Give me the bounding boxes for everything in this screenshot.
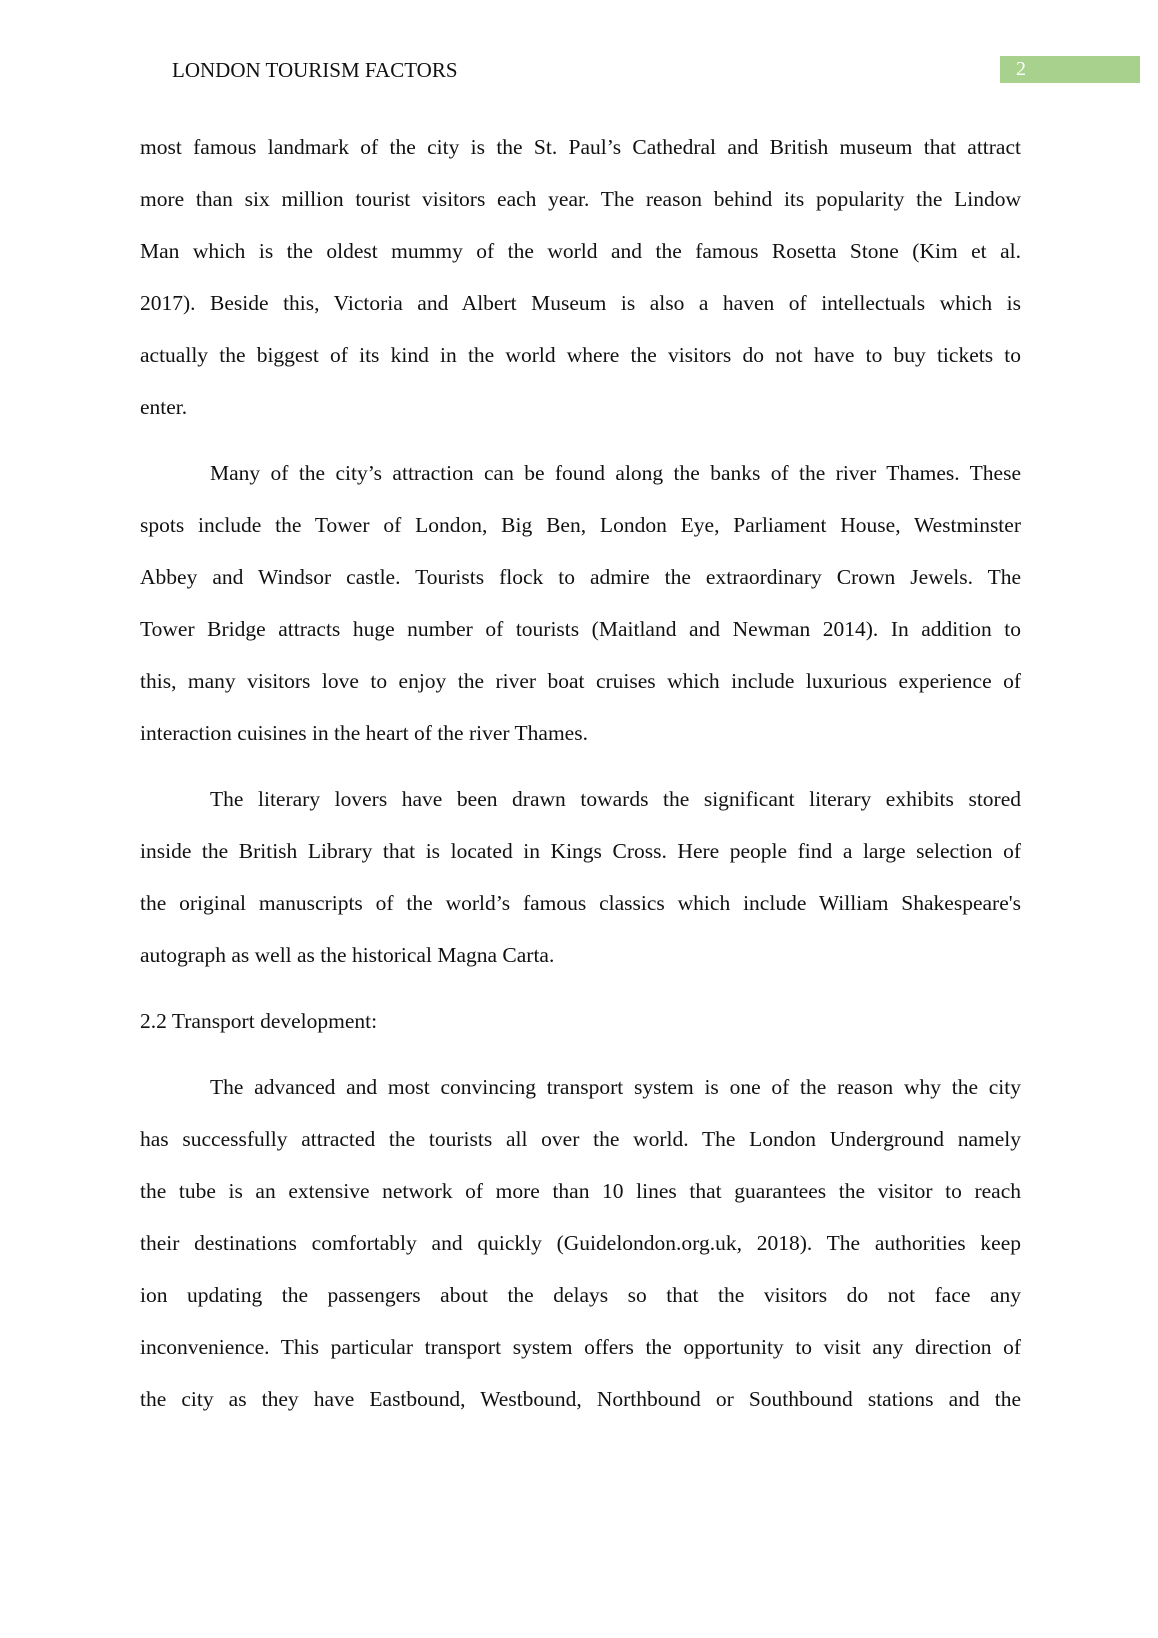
text-line: 2017). Beside this, Victoria and Albert Museum is also a haven of intellectuals which is bbox=[140, 291, 1021, 315]
text-line: most famous landmark of the city is the St. Paul’s Cathedral and British museum that attract bbox=[140, 135, 1021, 159]
running-header: LONDON TOURISM FACTORS bbox=[172, 58, 458, 82]
section-heading bbox=[140, 995, 1021, 1047]
text-line: Abbey and Windsor castle. Tourists flock to admire the extraordinary Crown Jewels. The bbox=[140, 565, 1021, 589]
text-line: Tower Bridge attracts huge number of tourists (Maitland and Newman 2014). In addition to bbox=[140, 617, 1021, 641]
text-line: The advanced and most convincing transport system is one of the reason why the city bbox=[210, 1075, 1021, 1099]
text-line: the city as they have Eastbound, Westbound, Northbound or Southbound stations and the bbox=[140, 1387, 1021, 1411]
page-number-badge: 2 bbox=[1000, 56, 1140, 83]
text-line: actually the biggest of its kind in the world where the visitors do not have to buy tickets to bbox=[140, 343, 1021, 367]
text-line: ion updating the passengers about the delays so that the visitors do not face any bbox=[140, 1283, 1021, 1307]
text-line: more than six million tourist visitors each year. The reason behind its popularity the Lindow bbox=[140, 187, 1021, 211]
text-line: enter. bbox=[140, 395, 188, 419]
text-line: the tube is an extensive network of more than 10 lines that guarantees the visitor to reach bbox=[140, 1179, 1021, 1203]
text-line: inconvenience. This particular transport system offers the opportunity to visit any direction of bbox=[140, 1335, 1021, 1359]
text-line: inside the British Library that is located in Kings Cross. Here people find a large selection of bbox=[140, 839, 1021, 863]
text-line: interaction cuisines in the heart of the river Thames. bbox=[140, 721, 588, 745]
document-body bbox=[140, 121, 1021, 1439]
paragraph bbox=[140, 447, 1021, 759]
text-line: The literary lovers have been drawn towards the significant literary exhibits stored bbox=[210, 787, 1021, 811]
text-line: spots include the Tower of London, Big Ben, London Eye, Parliament House, Westminster bbox=[140, 513, 1021, 537]
text-line: Man which is the oldest mummy of the world and the famous Rosetta Stone (Kim et al. bbox=[140, 239, 1021, 263]
text-line: their destinations comfortably and quickly (Guidelondon.org.uk, 2018). The authorities keep bbox=[140, 1231, 1021, 1255]
text-line: this, many visitors love to enjoy the river boat cruises which include luxurious experience of bbox=[140, 669, 1021, 693]
text-line: the original manuscripts of the world’s famous classics which include William Shakespeare's bbox=[140, 891, 1021, 915]
paragraph bbox=[140, 1061, 1021, 1425]
paragraph bbox=[140, 121, 1021, 433]
text-line: Many of the city’s attraction can be found along the banks of the river Thames. These bbox=[210, 461, 1021, 485]
text-line: autograph as well as the historical Magna Carta. bbox=[140, 943, 555, 967]
paragraph bbox=[140, 773, 1021, 981]
text-line: has successfully attracted the tourists all over the world. The London Underground namely bbox=[140, 1127, 1021, 1151]
text-line: 2.2 Transport development: bbox=[140, 1009, 378, 1033]
